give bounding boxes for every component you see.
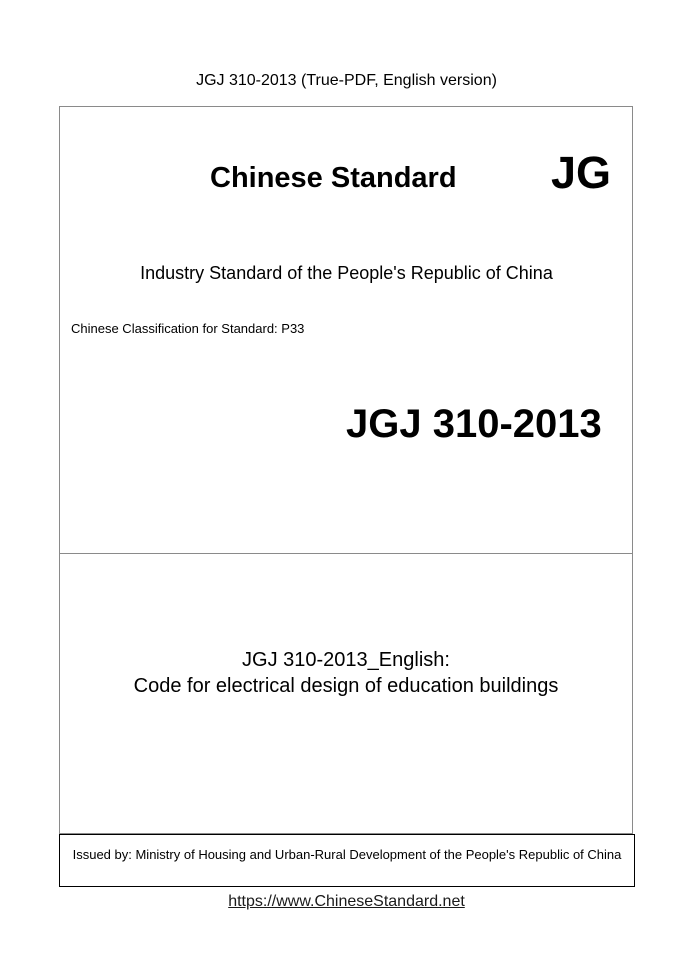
standard-prefix: JG	[551, 147, 612, 198]
document-title-line2: Code for electrical design of education buildings	[133, 675, 559, 697]
issuer-text: Issued by: Ministry of Housing and Urban-Rural Development of the People's Republic of China	[72, 847, 622, 862]
standard-label: Chinese Standard	[210, 162, 457, 194]
industry-standard-line: Industry Standard of the People's Republic of China	[140, 263, 553, 283]
classification-line: Chinese Classification for Standard: P33	[71, 321, 305, 336]
document-title-line1: JGJ 310-2013_English:	[242, 649, 450, 671]
document-title	[59, 647, 633, 699]
page-header-title: JGJ 310-2013 (True-PDF, English version)	[196, 72, 497, 89]
website-link[interactable]: https://www.ChineseStandard.net	[228, 893, 465, 910]
standard-number: JGJ 310-2013	[346, 402, 602, 446]
footer	[0, 892, 693, 912]
issuer-box	[59, 834, 635, 887]
